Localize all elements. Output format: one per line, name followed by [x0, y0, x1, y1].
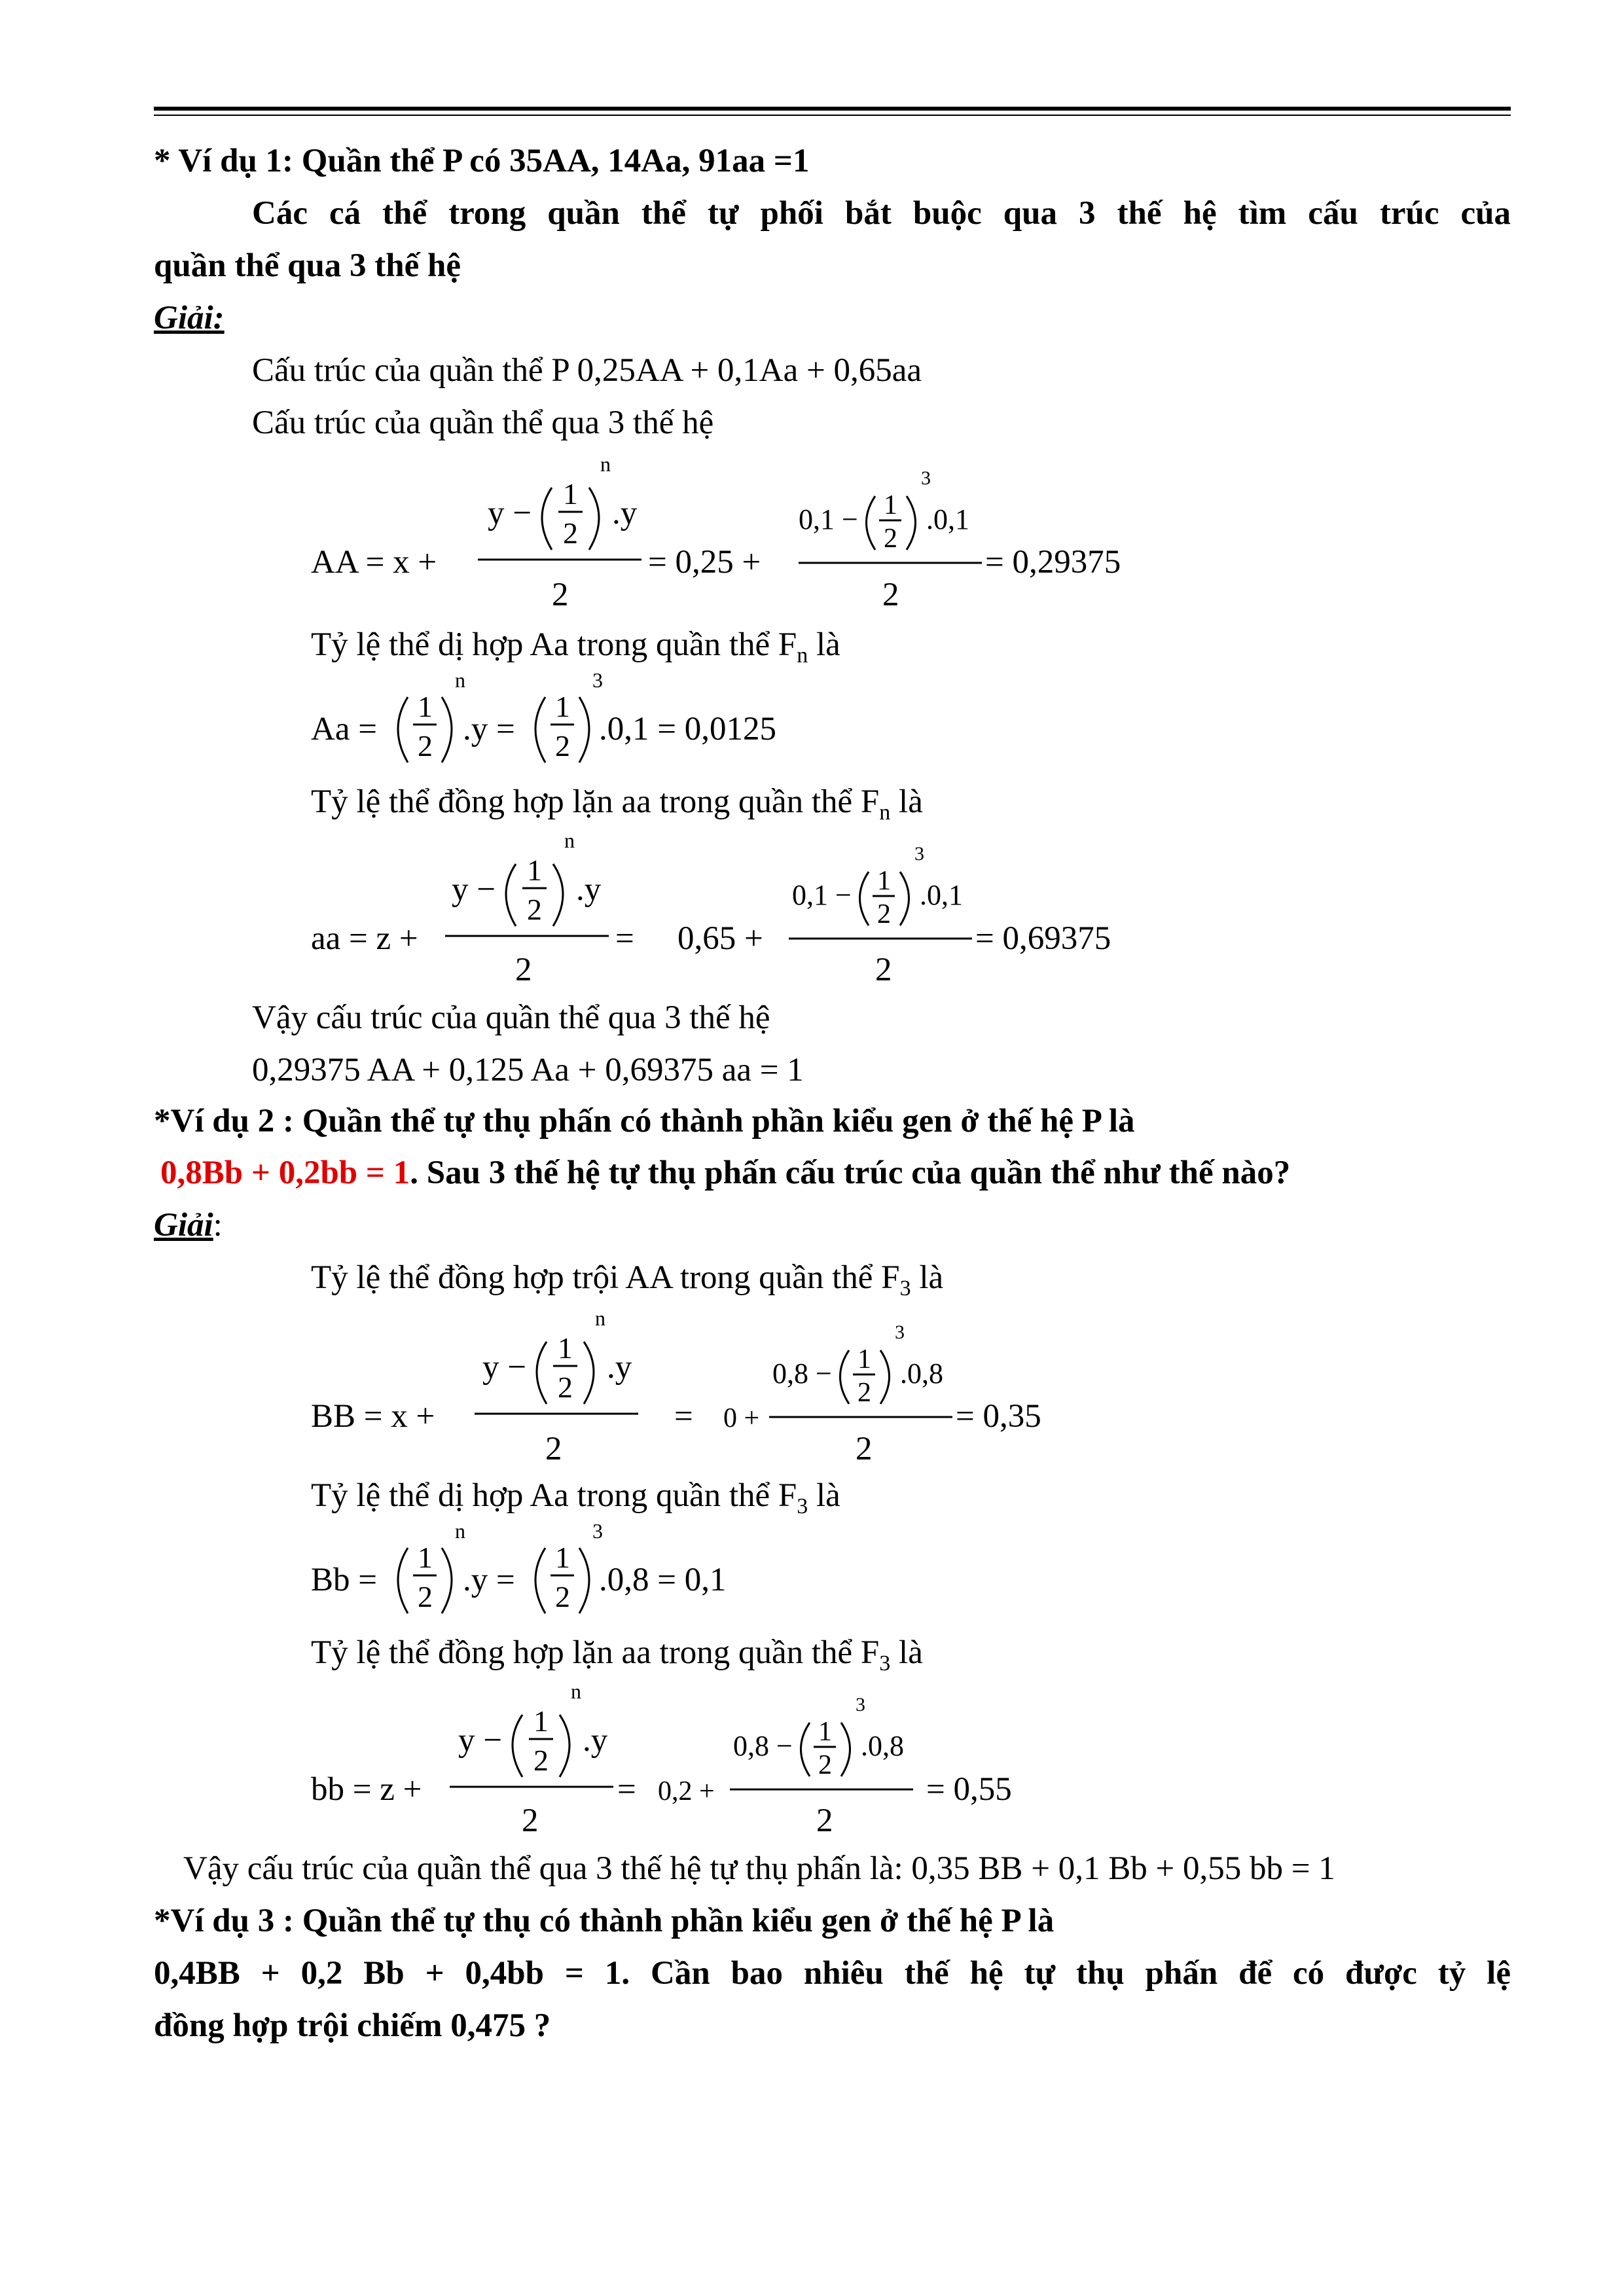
eq-Bb-exp1: n — [455, 1519, 465, 1543]
eq-Aa-lhs: Aa = — [311, 711, 377, 747]
eq-aa-half-num2: 1 — [877, 866, 891, 896]
eq-AA-dot: .y — [612, 495, 638, 531]
example-1-heading: * Ví dụ 1: Quần thể P có 35AA, 14Aa, 91aa =1 — [154, 143, 810, 179]
eq-Aa-rparen1 — [442, 697, 452, 762]
eq-bb-num: y − — [458, 1722, 503, 1759]
eq-aa-dot: .y — [576, 871, 602, 908]
equation-aa — [311, 831, 1162, 1005]
example-1-conclusion: 0,29375 AA + 0,125 Aa + 0,69375 aa = 1 — [252, 1052, 804, 1088]
eq-BB-result: = 0,35 — [956, 1398, 1041, 1435]
eq-BB-rparen2 — [880, 1350, 890, 1404]
dom-label-text: Tỷ lệ thể đồng hợp trội AA trong quần thể F — [311, 1259, 900, 1296]
het-label-sub-2: 3 — [797, 1494, 808, 1519]
eq-Bb-half-den2: 2 — [555, 1580, 570, 1613]
eq-aa-dot2: .0,1 — [920, 879, 963, 911]
example-2-solution-label — [154, 1206, 223, 1245]
eq-bb-half-den: 2 — [533, 1744, 549, 1777]
het-label-text-2: Tỷ lệ thể dị hợp Aa trong quần thể F — [311, 1477, 797, 1514]
eq-aa-half-num: 1 — [527, 853, 542, 887]
eq-Aa-half-den1: 2 — [418, 729, 433, 762]
eq-AA-half-num: 1 — [563, 477, 578, 511]
eq-AA-num2: 0,1 − — [799, 503, 858, 535]
header-rule-thin — [154, 115, 1511, 116]
eq-Aa-exp1: n — [455, 668, 465, 692]
eq-BB-num: y − — [482, 1349, 527, 1386]
dom-label-suffix: là — [911, 1259, 944, 1296]
eq-AA-rparen — [589, 488, 599, 550]
solution-label-text: Giải — [154, 1207, 213, 1244]
eq-bb-num2: 0,8 − — [733, 1730, 793, 1762]
eq-Aa-lparen2 — [535, 697, 545, 762]
eq-aa-half-den: 2 — [527, 893, 542, 926]
eq-bb-dot: .y — [583, 1722, 608, 1759]
eq-bb-lparen2 — [801, 1723, 810, 1776]
example-2-question: . Sau 3 thế hệ tự thụ phấn cấu trúc của quần thể như thế nào? — [410, 1155, 1291, 1191]
eq-AA-lhs: AA = x + — [311, 544, 437, 581]
eq-AA-exp2: 3 — [921, 467, 931, 489]
eq-aa-lparen2 — [860, 872, 869, 925]
eq-BB-num2: 0,8 − — [772, 1357, 832, 1390]
example-2-heading: *Ví dụ 2 : Quần thể tự thụ phấn có thành phần kiểu gen ở thế hệ P là — [154, 1103, 1135, 1139]
example-2-question-line — [160, 1153, 1290, 1193]
equation-BB — [311, 1306, 1162, 1479]
eq-BB-dot: .y — [607, 1349, 632, 1386]
het-label-suffix-2: là — [808, 1477, 840, 1514]
eq-bb-val: 0,2 + — [658, 1776, 715, 1806]
eq-Bb-rparen2 — [579, 1548, 589, 1613]
eq-aa-eq1: = — [615, 920, 634, 957]
example-1-problem-line1: Các cá thể trong quần thể tự phối bắt buộc qua 3 thế hệ tìm cấu trúc của — [252, 195, 1511, 232]
eq-bb-half-den2: 2 — [818, 1750, 832, 1780]
eq-aa-exp2: 3 — [914, 843, 924, 865]
eq-AA-dot2: .0,1 — [926, 503, 969, 535]
hom-label-sub: n — [879, 800, 891, 825]
eq-Aa-exp2: 3 — [592, 668, 603, 692]
eq-Bb-lparen1 — [398, 1548, 408, 1613]
eq-Bb-exp2: 3 — [592, 1519, 603, 1543]
eq-aa-lparen — [506, 864, 516, 926]
eq-aa-val: 0,65 + — [677, 920, 763, 957]
eq-AA-eq1: = 0,25 + — [648, 544, 761, 581]
eq-AA-den: 2 — [552, 577, 569, 613]
eq-Aa-half-num2: 1 — [555, 690, 570, 723]
eq-AA-rparen2 — [907, 496, 916, 550]
eq-BB-half-den: 2 — [558, 1371, 573, 1404]
eq-BB-half-den2: 2 — [857, 1378, 871, 1408]
eq-BB-zero: 0 + — [723, 1403, 760, 1433]
eq-BB-lhs: BB = x + — [311, 1398, 435, 1435]
eq-bb-half-num2: 1 — [818, 1717, 832, 1747]
eq-AA-lparen — [542, 488, 552, 550]
eq-Bb-lparen2 — [535, 1548, 545, 1613]
eq-bb-den2: 2 — [816, 1803, 833, 1839]
eq-Bb-lhs: Bb = — [311, 1562, 378, 1598]
eq-Bb-half-num1: 1 — [418, 1541, 433, 1574]
eq-bb-eq1: = — [617, 1771, 636, 1808]
eq-BB-exp: n — [595, 1306, 605, 1330]
eq-bb-den: 2 — [522, 1803, 539, 1839]
example-2-genotype: 0,8Bb + 0,2bb = 1 — [160, 1155, 410, 1191]
eq-Aa-tail: .0,1 = 0,0125 — [599, 711, 777, 747]
example-3-question-line1: 0,4BB + 0,2 Bb + 0,4bb = 1. Cần bao nhiêu thế hệ tự thụ phấn để có được tỷ lệ — [154, 1955, 1511, 1992]
eq-aa-rparen2 — [900, 872, 909, 925]
eq-Bb-rparen1 — [442, 1548, 452, 1613]
het-label-text: Tỷ lệ thể dị hợp Aa trong quần thể F — [311, 626, 797, 663]
example-3-heading: *Ví dụ 3 : Quần thể tự thụ có thành phần kiểu gen ở thế hệ P là — [154, 1903, 1055, 1939]
eq-AA-exp: n — [600, 452, 611, 476]
eq-Aa-mid: .y = — [463, 711, 515, 747]
eq-BB-den2: 2 — [856, 1431, 873, 1467]
hom-label-suffix: là — [890, 783, 923, 820]
eq-BB-half-num: 1 — [558, 1331, 573, 1365]
eq-aa-den2: 2 — [875, 952, 892, 988]
example-2-dom-label — [311, 1258, 943, 1308]
eq-BB-den: 2 — [545, 1431, 562, 1467]
example-3-question-line2: đồng hợp trội chiếm 0,475 ? — [154, 2007, 551, 2044]
eq-aa-rparen — [553, 864, 563, 926]
eq-AA-den2: 2 — [882, 577, 899, 613]
hom-label-text-2: Tỷ lệ thể đồng hợp lặn aa trong quần thể F — [311, 1634, 880, 1671]
eq-bb-exp2: 3 — [856, 1694, 865, 1715]
eq-bb-rparen2 — [841, 1723, 850, 1776]
eq-bb-dot2: .0,8 — [861, 1730, 904, 1762]
example-1-structure-3: Cấu trúc của quần thể qua 3 thế hệ — [252, 404, 714, 441]
dom-label-sub: 3 — [899, 1276, 911, 1301]
eq-aa-result: = 0,69375 — [975, 920, 1111, 957]
eq-Aa-lparen1 — [398, 697, 408, 762]
solution-label-colon: : — [213, 1207, 223, 1244]
eq-bb-rparen — [560, 1715, 569, 1777]
eq-BB-half-num2: 1 — [857, 1344, 871, 1374]
example-1-structure-p: Cấu trúc của quần thể P 0,25AA + 0,1Aa + 0,65aa — [252, 352, 922, 389]
eq-Aa-rparen2 — [579, 697, 589, 762]
eq-BB-exp2: 3 — [895, 1321, 905, 1343]
eq-Bb-tail: .0,8 = 0,1 — [599, 1562, 727, 1598]
eq-bb-result: = 0,55 — [926, 1771, 1012, 1808]
eq-aa-num: y − — [452, 871, 496, 908]
eq-AA-lparen2 — [867, 496, 876, 550]
example-1-het-label — [311, 625, 840, 675]
eq-bb-lhs: bb = z + — [311, 1771, 422, 1808]
equation-Aa — [311, 668, 900, 779]
header-rule-thick — [154, 107, 1511, 111]
eq-aa-num2: 0,1 − — [792, 879, 852, 911]
hom-label-sub-2: 3 — [879, 1651, 891, 1676]
eq-BB-rparen — [584, 1342, 594, 1404]
eq-BB-lparen — [537, 1342, 547, 1404]
equation-AA — [311, 452, 1162, 632]
hom-label-suffix-2: là — [890, 1634, 923, 1671]
eq-AA-half-num2: 1 — [884, 490, 897, 520]
example-2-het-label — [311, 1476, 840, 1526]
eq-AA-num: y − — [488, 495, 532, 531]
eq-Aa-half-den2: 2 — [555, 729, 570, 762]
eq-Bb-half-num2: 1 — [555, 1541, 570, 1574]
eq-AA-half-den: 2 — [563, 516, 578, 550]
eq-Bb-mid: .y = — [463, 1562, 515, 1598]
eq-BB-dot2: .0,8 — [900, 1357, 943, 1390]
het-label-sub: n — [797, 643, 808, 668]
eq-Aa-half-num1: 1 — [418, 690, 433, 723]
example-1-problem-line2: quần thể qua 3 thế hệ — [154, 247, 461, 284]
equation-Bb — [311, 1519, 900, 1630]
eq-aa-exp: n — [564, 829, 575, 852]
eq-aa-lhs: aa = z + — [311, 920, 418, 957]
example-1-hom-label — [311, 782, 923, 833]
eq-BB-lparen2 — [840, 1350, 850, 1404]
equation-bb — [311, 1679, 1162, 1856]
example-2-hom-label — [311, 1633, 923, 1683]
eq-AA-half-den2: 2 — [884, 524, 897, 554]
example-1-solution-label: Giải: — [154, 300, 225, 336]
eq-AA-result: = 0,29375 — [985, 544, 1121, 581]
eq-Bb-half-den1: 2 — [418, 1580, 433, 1613]
eq-bb-lparen — [513, 1715, 522, 1777]
eq-bb-half-num: 1 — [533, 1704, 549, 1738]
eq-BB-eq1: = — [674, 1398, 693, 1435]
hom-label-text: Tỷ lệ thể đồng hợp lặn aa trong quần thể F — [311, 783, 880, 820]
example-2-conclusion: Vậy cấu trúc của quần thể qua 3 thế hệ tự thụ phấn là: 0,35 BB + 0,1 Bb + 0,55 bb = 1 — [183, 1850, 1335, 1887]
example-1-conclusion-label: Vậy cấu trúc của quần thể qua 3 thế hệ — [252, 999, 770, 1036]
eq-bb-exp: n — [571, 1679, 581, 1703]
eq-aa-half-den2: 2 — [877, 899, 891, 929]
het-label-suffix: là — [808, 626, 840, 663]
eq-aa-den: 2 — [515, 952, 532, 988]
